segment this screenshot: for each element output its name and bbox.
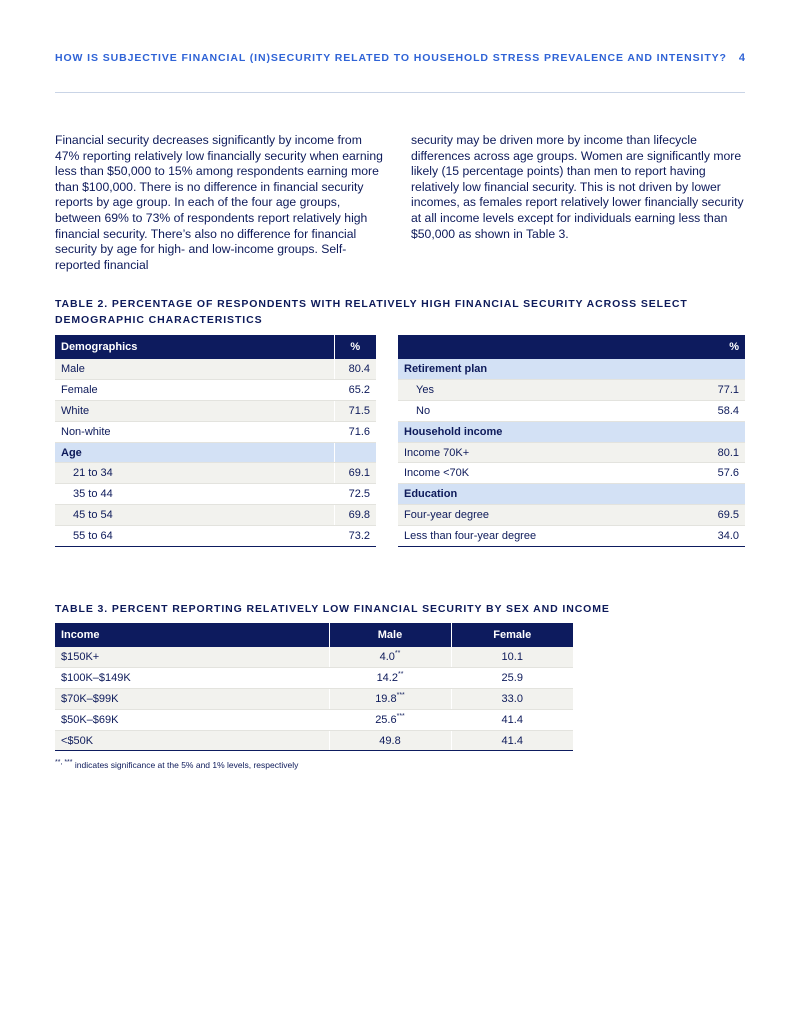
table-header-row [398,335,745,359]
cell-percent [698,359,745,380]
table-row [398,442,745,463]
table-row [398,525,745,546]
table3-low-security-by-sex-income [55,623,573,751]
table-row [398,380,745,401]
table-header-row [55,623,573,647]
cell-female: 10.1 [451,647,573,668]
column-header-male: Male [329,623,451,647]
cell-female: 41.4 [451,709,573,730]
table-row [55,463,376,484]
cell-percent: 73.2 [334,525,376,546]
significance-mark: ** [394,650,401,658]
cell-percent: 65.2 [334,380,376,401]
table2-other-characteristics [398,335,745,547]
body-column-left: Financial security decreases significantly by income from 47% reporting relatively low financially security when earning less than $50,000 to 15% among respondents earning more than $100,000. There is no difference in financial security reports by age group. In each of the four age groups, between 69% to 73% of respondents report relatively high financial security. There’s also no difference for financial security by age for high- and low-income groups. Self-reported financial [55,133,383,272]
cell-percent [334,442,376,463]
table-header-row [55,335,376,359]
column-header-percent: % [334,335,376,359]
cell-label: Income <70K [398,463,698,484]
cell-percent: 69.5 [698,505,745,526]
column-header-percent: % [698,335,745,359]
cell-percent: 69.8 [334,505,376,526]
cell-percent: 77.1 [698,380,745,401]
table-group-row [55,442,376,463]
cell-percent: 58.4 [698,401,745,422]
cell-percent: 72.5 [334,484,376,505]
cell-label: Yes [398,380,698,401]
table-row [55,647,573,668]
cell-label: Age [55,442,334,463]
cell-male [329,668,451,689]
cell-income: $70K–$99K [55,689,329,710]
male-value: 49.8 [379,734,401,747]
header-title: HOW IS SUBJECTIVE FINANCIAL (IN)SECURITY RELATED TO HOUSEHOLD STRESS PREVALENCE AND INTENSITY? [55,52,727,64]
table-group-row [398,359,745,380]
body-column-right: security may be driven more by income than lifecycle differences across age groups. Women are significantly more likely (15 percentage points) than men to report having relatively low financial security. This is not driven by lower incomes, as females report relatively lower financially security at all income levels except for individuals earning less than $50,000 as shown in Table 3. [411,133,744,241]
table-row [55,359,376,380]
cell-label: 55 to 64 [55,525,334,546]
cell-percent: 34.0 [698,525,745,546]
table-group-row [398,421,745,442]
table-row [55,525,376,546]
table-row [55,730,573,751]
table-row [398,505,745,526]
table3-footnote [55,760,298,770]
cell-label: Non-white [55,421,334,442]
cell-percent [698,484,745,505]
table-row [398,401,745,422]
cell-percent: 71.5 [334,401,376,422]
cell-female: 25.9 [451,668,573,689]
cell-label: No [398,401,698,422]
table2-demographics [55,335,376,547]
cell-label: Income 70K+ [398,442,698,463]
cell-label: White [55,401,334,422]
cell-percent: 80.4 [334,359,376,380]
table-row [55,484,376,505]
cell-label: 45 to 54 [55,505,334,526]
significance-mark: *** [396,712,405,720]
table-row [55,668,573,689]
cell-label: Education [398,484,698,505]
column-header-characteristic [398,335,698,359]
cell-percent [698,421,745,442]
table-row [55,689,573,710]
male-value: 14.2 [376,672,398,685]
significance-mark: ** [397,671,404,679]
male-value: 19.8 [375,692,397,705]
male-value: 4.0 [379,651,395,664]
cell-percent: 80.1 [698,442,745,463]
cell-percent: 57.6 [698,463,745,484]
table-row [55,421,376,442]
cell-male [329,689,451,710]
table2-caption: TABLE 2. PERCENTAGE OF RESPONDENTS WITH RELATIVELY HIGH FINANCIAL SECURITY ACROSS SELECT DEMOGRAPHIC CHARACTERISTICS [55,298,688,326]
page-header [55,52,745,70]
column-header-income: Income [55,623,329,647]
cell-label: Male [55,359,334,380]
cell-income: $100K–$149K [55,668,329,689]
table-row [55,380,376,401]
cell-label: 35 to 44 [55,484,334,505]
cell-label: Household income [398,421,698,442]
table-row [55,709,573,730]
column-header-female: Female [451,623,573,647]
cell-male [329,730,451,751]
cell-income: $150K+ [55,647,329,668]
cell-percent: 71.6 [334,421,376,442]
table-row [55,505,376,526]
table-group-row [398,484,745,505]
cell-label: Retirement plan [398,359,698,380]
column-header-demographics: Demographics [55,335,334,359]
cell-income: <$50K [55,730,329,751]
footnote-text: indicates significance at the 5% and 1% levels, respectively [72,760,299,770]
cell-percent: 69.1 [334,463,376,484]
cell-male [329,647,451,668]
body-text [55,133,745,273]
male-value: 25.6 [375,713,397,726]
table-row [55,401,376,422]
header-divider [55,92,745,93]
cell-label: Four-year degree [398,505,698,526]
table3-caption: TABLE 3. PERCENT REPORTING RELATIVELY LOW FINANCIAL SECURITY BY SEX AND INCOME [55,603,610,615]
table-row [398,463,745,484]
cell-label: Female [55,380,334,401]
cell-label: Less than four-year degree [398,525,698,546]
cell-male [329,709,451,730]
footnote-marks: **, *** [55,759,73,766]
cell-female: 41.4 [451,730,573,751]
cell-female: 33.0 [451,689,573,710]
cell-income: $50K–$69K [55,709,329,730]
significance-mark: *** [396,691,405,699]
page-number: 4 [738,52,745,64]
cell-label: 21 to 34 [55,463,334,484]
